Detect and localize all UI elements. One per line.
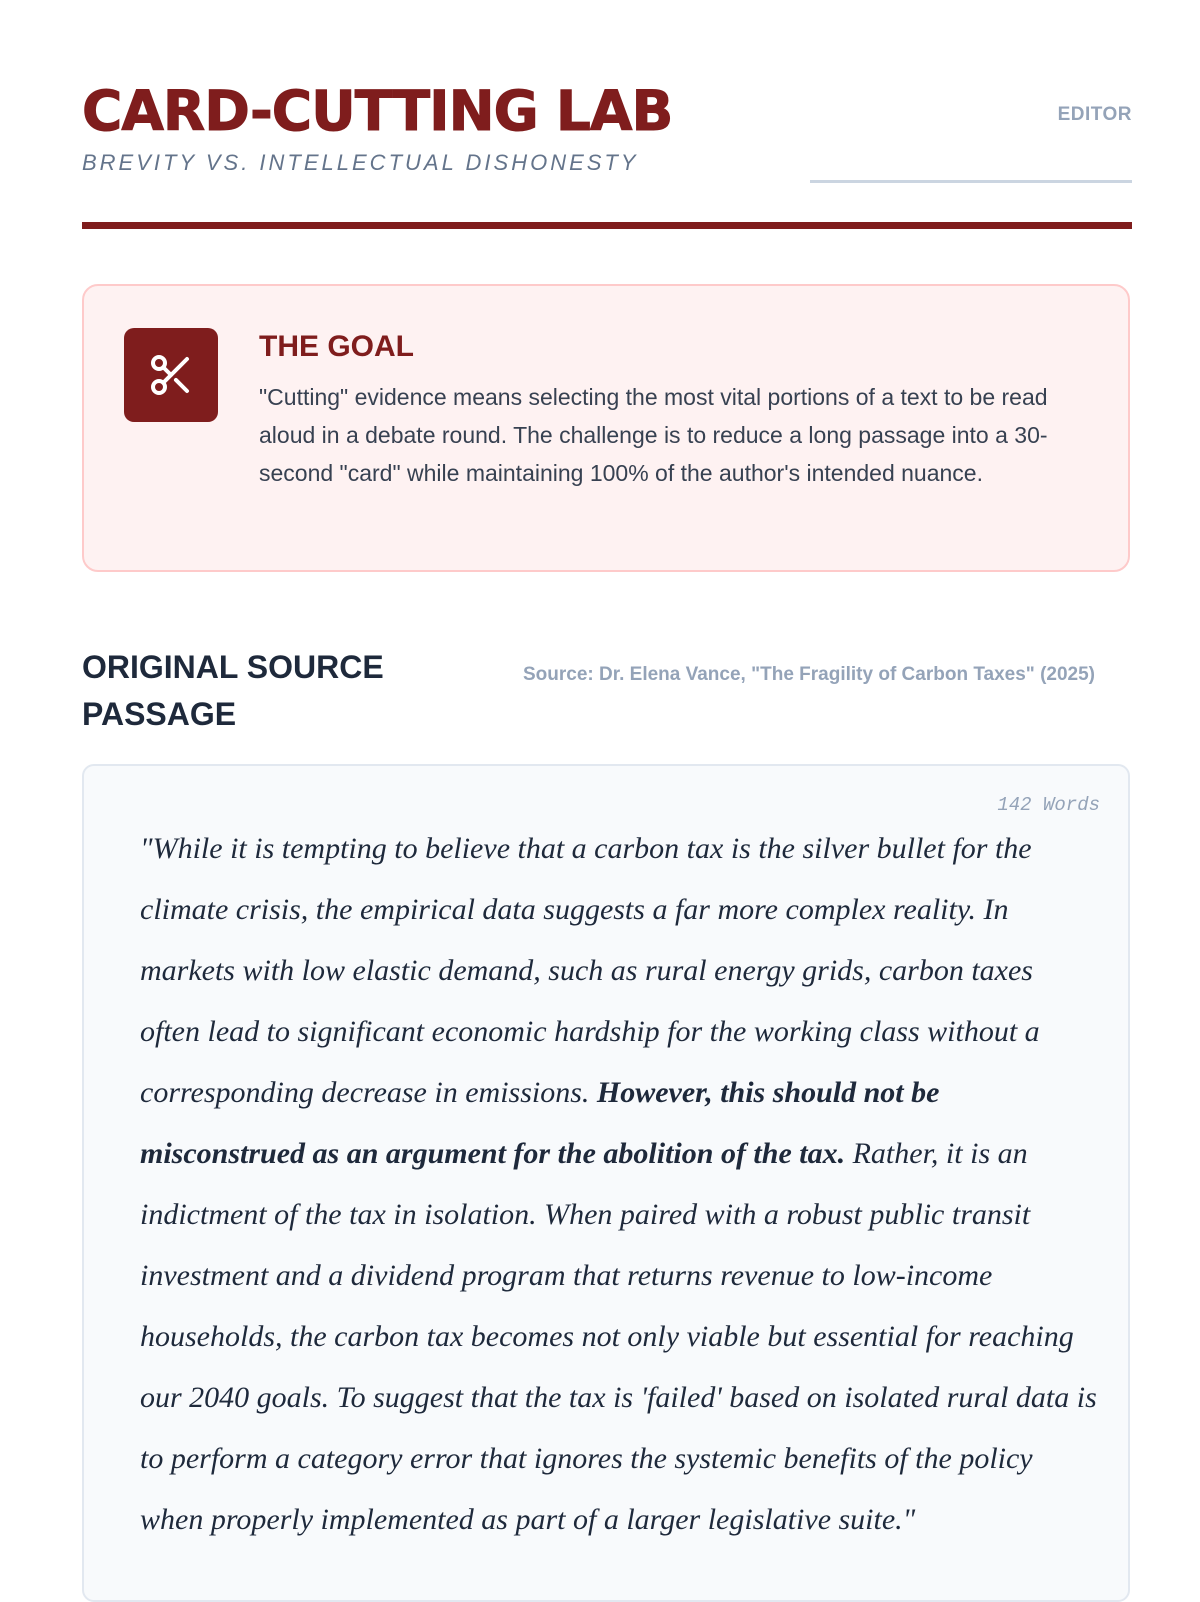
goal-card <box>82 284 1130 572</box>
section-title: ORIGINAL SOURCE PASSAGE <box>82 649 384 732</box>
app-title: CARD-CUTTING LAB <box>82 79 673 143</box>
header <box>82 0 1132 230</box>
goal-description: "Cutting" evidence means selecting the most vital portions of a text to be read aloud in a debate round. The challenge is to reduce a long passage into a 30-second "card" while maintaining 100% of the author's intended nuance. <box>259 384 1048 486</box>
passage-box <box>82 764 1130 1602</box>
header-divider <box>82 222 1132 229</box>
page <box>82 0 1132 1536</box>
app-subtitle: BREVITY VS. INTELLECTUAL DISHONESTY <box>82 150 639 175</box>
goal-title: THE GOAL <box>259 330 414 363</box>
source-citation: Source: Dr. Elena Vance, "The Fragility of Carbon Taxes" (2025) <box>523 664 1096 685</box>
editor-field-wrapper <box>810 100 1132 182</box>
passage-highlight: However, this should not be misconstrued as an argument for the abolition of the tax. <box>140 1076 940 1170</box>
word-count: 142 Words <box>997 794 1100 816</box>
scissors-icon <box>147 351 195 399</box>
passage-segment: Rather, it is an indictment of the tax in isolation. When paired with a robust public transit investment and a dividend program that returns revenue to low-income households, the carbon tax becomes not only viable but essential for reaching our 2040 goals. To suggest that the tax is 'failed' based on isolated rural data is to perform a category error that ignores the systemic benefits of the policy when properly implemented as part of a larger legislative suite." <box>140 1137 1097 1536</box>
passage-segment: "While it is tempting to believe that a carbon tax is the silver bullet for the climate crisis, the empirical data suggests a far more complex reality. In markets with low elastic demand, such as rural energy grids, carbon taxes often lead to significant economic hardship for the working class without a corresponding decrease in emissions. <box>140 832 1040 1109</box>
editor-label: EDITOR <box>1057 104 1132 125</box>
editor-input[interactable] <box>810 120 1132 183</box>
goal-icon-box <box>124 328 218 422</box>
passage-text[interactable] <box>140 818 1100 1550</box>
